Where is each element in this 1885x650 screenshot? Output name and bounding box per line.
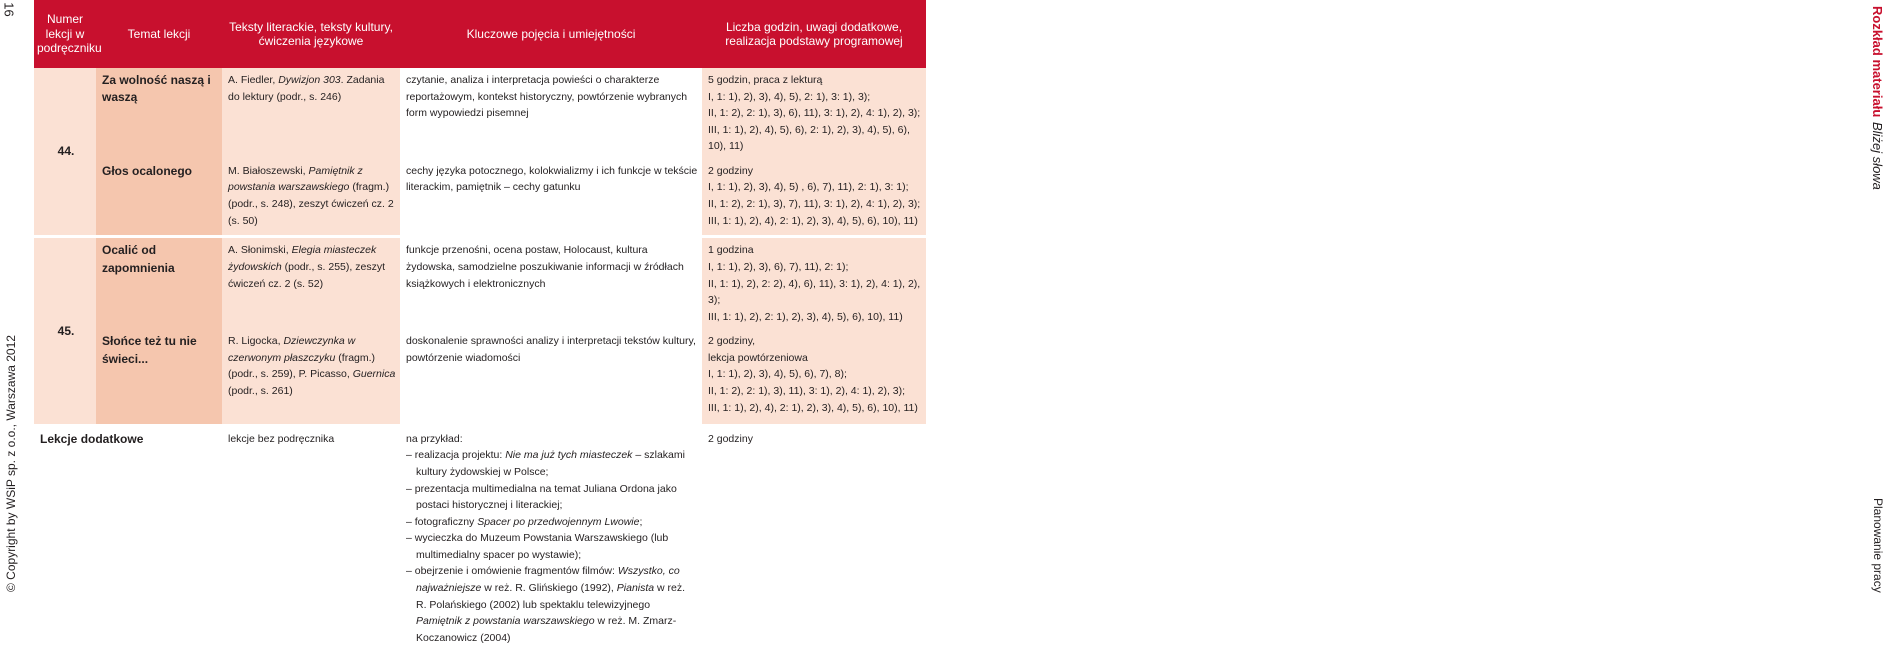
table-row bbox=[34, 159, 926, 237]
table-row bbox=[34, 425, 926, 650]
lesson-texts: A. Słonimski, Elegia miasteczek żydowskich (podr., s. 255), zeszyt ćwiczeń cz. 2 (s. 52) bbox=[222, 237, 400, 329]
hours-line: lekcja powtórzeniowa bbox=[708, 351, 808, 364]
header-hours: Liczba godzin, uwagi dodatkowe, realizacja podstawy programowej bbox=[702, 0, 926, 68]
table-row bbox=[34, 329, 926, 425]
extra-lessons-intro: na przykład: bbox=[406, 432, 463, 445]
lesson-texts: A. Fiedler, Dywizjon 303. Zadania do lektury (podr., s. 246) bbox=[222, 68, 400, 159]
lesson-topic: Słońce też tu nie świeci... bbox=[96, 329, 222, 425]
list-item: – obejrzenie i omówienie fragmentów filmów: Wszystko, co najważniejsze w reż. R. Glińskiego (1992), Pianista w reż. R. Polańskiego (2002) lub spektaklu telewizyjnego Pamiętnik z powstania warszawskiego w reż. M. Zmarz-Koczanowicz (2004) bbox=[406, 565, 686, 644]
lesson-hours bbox=[702, 329, 926, 425]
hours-line: I, 1: 1), 2), 3), 4), 5), 2: 1), 3: 1), 3); bbox=[708, 90, 871, 103]
header-row bbox=[34, 0, 926, 68]
lesson-plan-table bbox=[34, 0, 926, 650]
extra-lessons-hours: 2 godziny bbox=[702, 425, 926, 650]
header-key-concepts: Kluczowe pojęcia i umiejętności bbox=[400, 0, 702, 68]
hours-line: II, 1: 1), 2), 2: 2), 4), 6), 11), 3: 1), 2), 4: 1), 2), 3); bbox=[708, 277, 921, 307]
lesson-hours bbox=[702, 159, 926, 237]
lesson-number: 44. bbox=[34, 68, 96, 237]
header-lesson-number: Numer lekcji w podręczniku bbox=[34, 0, 96, 68]
hours-line: III, 1: 1), 2), 4), 2: 1), 2), 3), 4), 5), 6), 10), 11) bbox=[708, 214, 918, 227]
table-row bbox=[34, 68, 926, 159]
lesson-topic: Za wolność naszą i waszą bbox=[96, 68, 222, 159]
hours-line: 1 godzina bbox=[708, 244, 754, 257]
hours-line: II, 1: 2), 2: 1), 3), 6), 11), 3: 1), 2), 4: 1), 2), 3); bbox=[708, 107, 921, 120]
list-item: – prezentacja multimedialna na temat Juliana Ordona jako postaci historycznej i literackiej; bbox=[406, 482, 677, 512]
lesson-topic: Głos ocalonego bbox=[96, 159, 222, 237]
hours-line: III, 1: 1), 2), 2: 1), 2), 3), 4), 5), 6), 10), 11) bbox=[708, 310, 903, 323]
lesson-key-concepts: funkcje przenośni, ocena postaw, Holocaust, kultura żydowska, samodzielne poszukiwanie informacji w źródłach książkowych i elektronicznych bbox=[400, 237, 702, 329]
header-texts: Teksty literackie, teksty kultury, ćwiczenia językowe bbox=[222, 0, 400, 68]
extra-lessons-title: Lekcje dodatkowe bbox=[34, 425, 222, 650]
lesson-hours bbox=[702, 68, 926, 159]
hours-line: I, 1: 1), 2), 3), 6), 7), 11), 2: 1); bbox=[708, 260, 849, 273]
hours-line: 2 godziny bbox=[708, 164, 753, 177]
hours-line: II, 1: 2), 2: 1), 3), 7), 11), 3: 1), 2), 4: 1), 2), 3); bbox=[708, 198, 921, 211]
book-title: Bliżej słowa bbox=[1870, 122, 1885, 190]
copyright-note: © Copyright by WSiP sp. z o.o., Warszawa 2012 bbox=[4, 335, 18, 592]
hours-line: II, 1: 2), 2: 1), 3), 11), 3: 1), 2), 4: 1), 2), 3); bbox=[708, 385, 906, 398]
list-item: – fotograficzny Spacer po przedwojennym Lwowie; bbox=[406, 515, 643, 528]
hours-line: 2 godziny, bbox=[708, 335, 756, 348]
lesson-key-concepts: cechy języka potocznego, kolokwializmy i ich funkcje w tekście literackim, pamiętnik – cechy gatunku bbox=[400, 159, 702, 237]
lesson-topic: Ocalić od zapomnienia bbox=[96, 237, 222, 329]
right-margin bbox=[932, 0, 1885, 603]
table-row bbox=[34, 237, 926, 329]
extra-lessons-items bbox=[406, 447, 698, 646]
extra-lessons-texts: lekcje bez podręcznika bbox=[222, 425, 400, 650]
lesson-key-concepts: czytanie, analiza i interpretacja powieści o charakterze reportażowym, kontekst historyczny, powtórzenie wybranych form wypowiedzi pisemnej bbox=[400, 68, 702, 159]
lesson-texts: R. Ligocka, Dziewczynka w czerwonym płaszczyku (fragm.) (podr., s. 259), P. Picasso, Guernica (podr., s. 261) bbox=[222, 329, 400, 425]
lesson-key-concepts: doskonalenie sprawności analizy i interpretacji tekstów kultury, powtórzenie wiadomości bbox=[400, 329, 702, 425]
hours-line: III, 1: 1), 2), 4), 2: 1), 2), 3), 4), 5), 6), 10), 11) bbox=[708, 401, 918, 414]
section-footer: Planowanie pracy bbox=[1871, 498, 1885, 593]
list-item: – wycieczka do Muzeum Powstania Warszawskiego (lub multimedialny spacer po wystawie); bbox=[406, 532, 669, 561]
list-item: – realizacja projektu: Nie ma już tych miasteczek – szlakami kultury żydowskiej w Polsce; bbox=[406, 449, 685, 478]
lesson-texts: M. Białoszewski, Pamiętnik z powstania warszawskiego (fragm.) (podr., s. 248), zeszyt ćwiczeń cz. 2 (s. 50) bbox=[222, 159, 400, 237]
hours-line: I, 1: 1), 2), 3), 4), 5) , 6), 7), 11), 2: 1), 3: 1); bbox=[708, 181, 909, 194]
lesson-hours bbox=[702, 237, 926, 329]
extra-lessons-list bbox=[400, 425, 702, 650]
left-margin bbox=[0, 0, 28, 603]
lesson-number: 45. bbox=[34, 237, 96, 425]
page-number: 16 bbox=[1, 2, 17, 17]
hours-line: III, 1: 1), 2), 4), 5), 6), 2: 1), 2), 3), 4), 5), 6), 10), 11) bbox=[708, 123, 910, 153]
header-topic: Temat lekcji bbox=[96, 0, 222, 68]
section-title: Rozkład materiału bbox=[1870, 6, 1885, 118]
hours-line: 5 godzin, praca z lekturą bbox=[708, 74, 823, 86]
hours-line: I, 1: 1), 2), 3), 4), 5), 6), 7), 8); bbox=[708, 368, 847, 381]
